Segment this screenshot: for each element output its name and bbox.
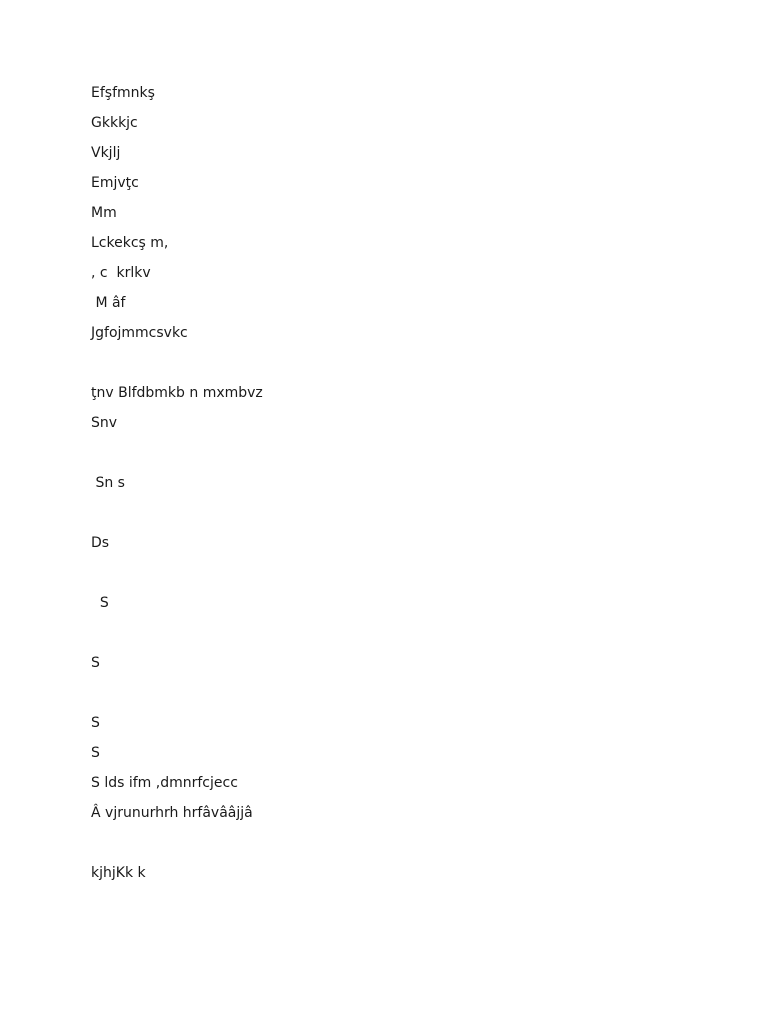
text-line: S (91, 745, 100, 761)
text-line: Mm (91, 205, 117, 221)
text-line: Lckekcş m, (91, 235, 169, 251)
blank-line (91, 624, 711, 654)
text-line: Â vjrunurhrh hrfâvââjjâ (91, 805, 253, 821)
blank-line (91, 504, 711, 534)
blank-line (91, 354, 711, 384)
text-line: kjhjKk k (91, 865, 146, 881)
text-line: M âf (91, 295, 126, 311)
text-line: Emjvţc (91, 175, 139, 191)
text-line: Sn s (91, 475, 125, 491)
text-line: S (91, 595, 109, 611)
text-line: , c krlkv (91, 265, 151, 281)
text-line: ţnv Blfdbmkb n mxmbvz (91, 385, 263, 401)
document-body (91, 84, 711, 894)
text-line: S lds ifm ,dmnrfcjecc (91, 775, 238, 791)
text-line: Jgfojmmcsvkc (91, 325, 188, 341)
blank-line (91, 564, 711, 594)
text-line: Ds (91, 535, 110, 551)
text-line: Vkjlj (91, 145, 121, 161)
text-line: S (91, 715, 100, 731)
text-line: Efşfmnkş (91, 85, 155, 101)
text-line: S (91, 655, 100, 671)
blank-line (91, 834, 711, 864)
blank-line (91, 444, 711, 474)
blank-line (91, 684, 711, 714)
text-line: Snv (91, 415, 118, 431)
text-line: Gkkkjc (91, 115, 138, 131)
